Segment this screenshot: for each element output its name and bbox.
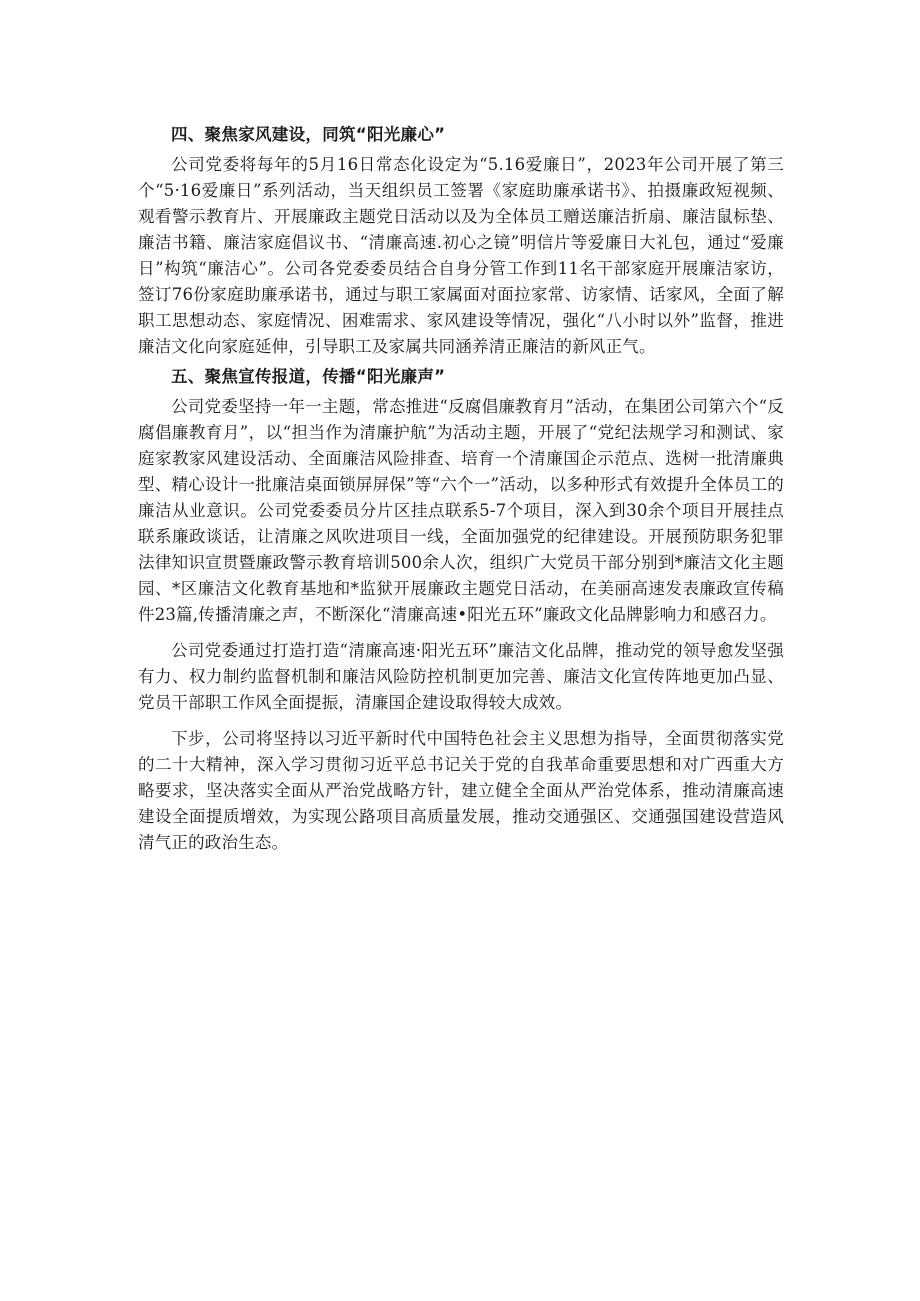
summary-paragraph: 公司党委通过打造打造“清廉高速·阳光五环”廉洁文化品牌，推动党的领导愈发坚强有力、权力制约监督机制和廉洁风险防控机制更加完善、廉洁文化宣传阵地更加凸显、党员干部职工作风全面提振，清廉国企建设取得较大成效。 — [138, 641, 784, 712]
document-body — [138, 122, 784, 866]
section-heading-publicity: 五、聚焦宣传报道，传播“阳光廉声” — [171, 367, 446, 386]
section-paragraph-publicity: 公司党委坚持一年一主题，常态推进“反腐倡廉教育月”活动，在集团公司第六个“反腐倡廉教育月”，以“担当作为清廉护航”为活动主题，开展了“党纪法规学习和测试、家庭家教家风建设活动、全面廉洁风险排查、培育一个清廉国企示范点、选树一批清廉典型、精心设计一批廉洁桌面锁屏屏保”等“六个一”活动，以多种形式有效提升全体员工的廉洁从业意识。公司党委委员分片区挂点联系5-7个项目，深入到30余个项目开展挂点联系廉政谈话，让清廉之风吹进项目一线，全面加强党的纪律建设。开展预防职务犯罪法律知识宣贯暨廉政警示教育培训500余人次，组织广大党员干部分别到*廉洁文化主题园、*区廉洁文化教育基地和*监狱开展廉政主题党日活动，在美丽高速发表廉政宣传稿件23篇,传播清廉之声，不断深化“清廉高速•阳光五环”廉政文化品牌影响力和感召力。 — [138, 397, 784, 624]
next-steps-paragraph: 下步，公司将坚持以习近平新时代中国特色社会主义思想为指导，全面贯彻落实党的二十大精神，深入学习贯彻习近平总书记关于党的自我革命重要思想和对广西重大方略要求，坚决落实全面从严治党战略方针，建立健全全面从严治党体系，推动清廉高速建设全面提质增效，为实现公路项目高质量发展，推动交通强区、交通强国建设营造风清气正的政治生态。 — [138, 729, 784, 852]
section-paragraph-family-values: 公司党委将每年的5月16日常态化设定为“5.16爱廉日”，2023年公司开展了第三个“5·16爱廉日”系列活动，当天组织员工签署《家庭助廉承诺书》、拍摄廉政短视频、观看警示教育片、开展廉政主题党日活动以及为全体员工赠送廉洁折扇、廉洁鼠标垫、廉洁书籍、廉洁家庭倡议书、“清廉高速.初心之镜”明信片等爱廉日大礼包，通过“爱廉日”构筑“廉洁心”。公司各党委委员结合自身分管工作到11名干部家庭开展廉洁家访，签订76份家庭助廉承诺书，通过与职工家属面对面拉家常、访家情、话家风，全面了解职工思想动态、家庭情况、困难需求、家风建设等情况，强化“八小时以外”监督，推进廉洁文化向家庭延伸，引导职工及家属共同涵养清正廉洁的新风正气。 — [138, 155, 784, 356]
section-heading-family-values: 四、聚焦家风建设，同筑“阳光廉心” — [171, 125, 446, 144]
